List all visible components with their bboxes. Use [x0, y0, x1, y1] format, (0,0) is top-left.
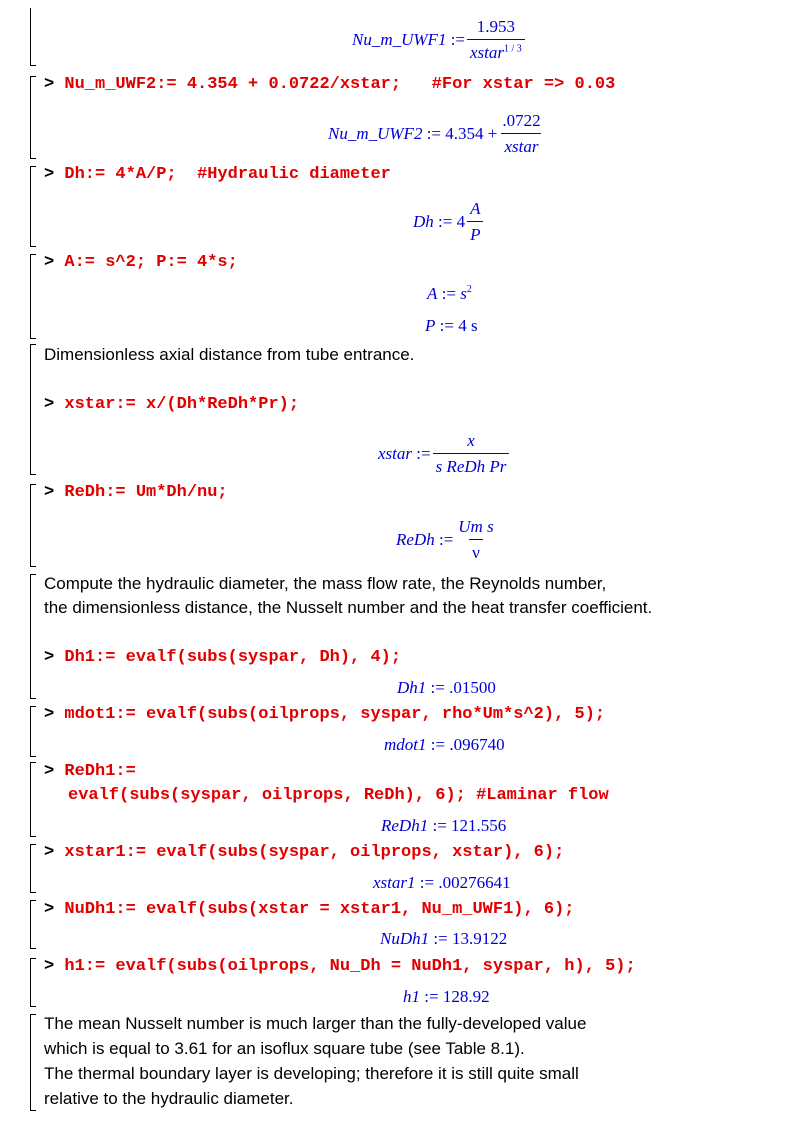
output-redh: ReDh := $\frac{\text{Um s}}{\nu}$ — [396, 512, 499, 568]
output-xstar1: xstar1 := .00276641 — [373, 873, 511, 892]
fraction: $\frac{\text{Um s}}{\nu}$ — [458, 517, 494, 562]
fraction: $\frac{.0722}{\text{xstar}}$ — [502, 111, 541, 156]
group-bracket — [30, 706, 36, 757]
fraction: $\frac{1.953}{xstar^{1 / 3}}$ — [467, 17, 525, 63]
output-a: A := s $^2$ — [427, 284, 472, 303]
command-line[interactable]: > ReDh1:= — [44, 762, 136, 781]
comment-text: Compute the hydraulic diameter, the mass flow rate, the Reynolds number, — [44, 574, 607, 593]
command-line[interactable]: > xstar1:= evalf(subs(syspar, oilprops, xstar), 6); — [44, 843, 565, 862]
command-line[interactable]: > ReDh:= Um*Dh/nu; — [44, 483, 228, 502]
group-bracket — [30, 574, 36, 699]
command-line[interactable]: > Dh:= 4*A/P; #Hydraulic diameter — [44, 165, 391, 184]
group-bracket — [30, 844, 36, 893]
command-line[interactable]: > h1:= evalf(subs(oilprops, Nu_Dh = NuDh1, syspar, h), 5); — [44, 957, 636, 976]
comment-text: Dimensionless axial distance from tube entrance. — [44, 345, 415, 364]
command-line[interactable]: > Nu_m_UWF2:= 4.354 + 0.0722/xstar; #For xstar => 0.03 — [44, 75, 616, 94]
fraction: $\frac{x}{\text{s ReDh Pr}}$ — [433, 431, 510, 477]
command-line[interactable]: > NuDh1:= evalf(subs(xstar = xstar1, Nu_m_UWF1), 6); — [44, 900, 575, 919]
command-line-continuation[interactable]: evalf(subs(syspar, oilprops, ReDh), 6); #Laminar flow — [68, 786, 609, 805]
group-bracket — [30, 254, 36, 339]
output-h1: h1 := 128.92 — [403, 987, 490, 1006]
comment-text: which is equal to 3.61 for an isoflux square tube (see Table 8.1). — [44, 1039, 525, 1058]
group-bracket — [30, 8, 31, 66]
output-nu-m-uwf1: Nu_m_UWF1 := $\frac{1.953}{xstar^{1 / 3}}$ — [352, 12, 527, 68]
group-bracket — [30, 1014, 36, 1111]
output-nu-m-uwf2: Nu_m_UWF2 := 4.354 + $\frac{.0722}{\text{xstar}}$ — [328, 106, 546, 162]
group-bracket — [30, 344, 36, 475]
output-dh1: Dh1 := .01500 — [397, 678, 496, 697]
command-line[interactable]: > A:= s^2; P:= 4*s; — [44, 253, 238, 272]
comment-text: The thermal boundary layer is developing; therefore it is still quite small — [44, 1064, 579, 1083]
command-line[interactable]: > mdot1:= evalf(subs(oilprops, syspar, rho*Um*s^2), 5); — [44, 705, 606, 724]
comment-text: relative to the hydraulic diameter. — [44, 1089, 294, 1108]
prompt-marker: > — [44, 75, 55, 94]
output-lhs: Nu_m_UWF1 — [352, 30, 447, 49]
output-mdot1: mdot1 := .096740 — [384, 735, 505, 754]
group-bracket — [30, 958, 36, 1007]
group-bracket — [30, 900, 36, 949]
fraction: $\frac{A}{P}$ — [467, 199, 483, 245]
output-p: P := 4 s — [425, 316, 478, 335]
group-bracket — [30, 76, 36, 159]
output-nudh1: NuDh1 := 13.9122 — [380, 929, 508, 948]
output-xstar: xstar := $\frac{x}{\text{s ReDh Pr}}$ — [378, 426, 511, 482]
group-bracket — [30, 166, 36, 247]
group-bracket — [30, 484, 36, 567]
comment-text: The mean Nusselt number is much larger than the fully-developed value — [44, 1014, 587, 1033]
comment-text: the dimensionless distance, the Nusselt number and the heat transfer coefficient. — [44, 598, 653, 617]
command-line[interactable]: > Dh1:= evalf(subs(syspar, Dh), 4); — [44, 648, 402, 667]
output-dh: Dh := 4 $\frac{A}{P}$ — [413, 194, 485, 250]
group-bracket — [30, 762, 36, 837]
output-redh1: ReDh1 := 121.556 — [381, 816, 507, 835]
command-line[interactable]: > xstar:= x/(Dh*ReDh*Pr); — [44, 395, 300, 414]
